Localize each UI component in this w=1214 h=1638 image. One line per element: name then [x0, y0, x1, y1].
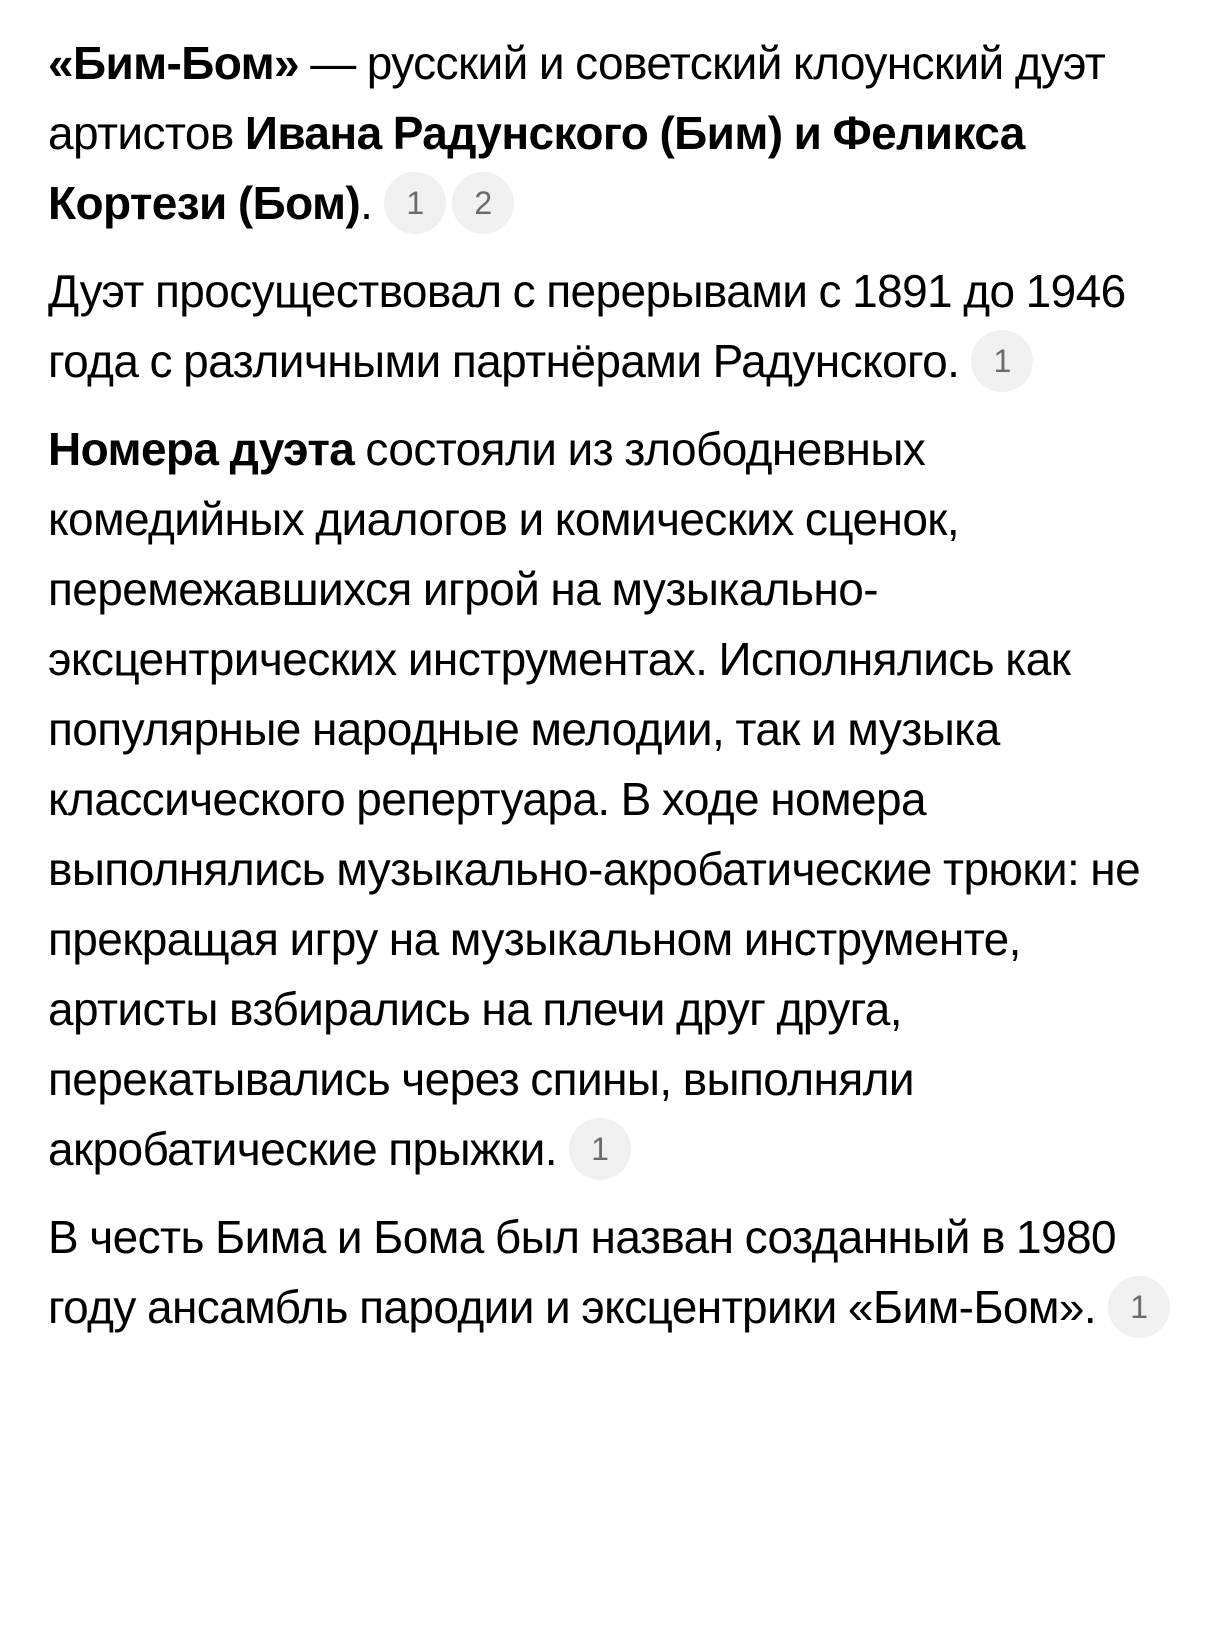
citation-badge[interactable]: 1: [384, 172, 446, 234]
history-text: Дуэт просуществовал с перерывами с 1891 до 1946 года с различными партнёрами Радунского.: [48, 265, 1126, 387]
legacy-text: В честь Бима и Бома был назван созданный в 1980 году ансамбль пародии и эксцентрики «Бим-Бом».: [48, 1211, 1116, 1333]
article-title: «Бим-Бом»: [48, 37, 300, 89]
article-content: [48, 28, 1178, 1360]
citation-badge[interactable]: 1: [569, 1118, 631, 1180]
legacy-paragraph: [48, 1202, 1178, 1342]
intro-paragraph: [48, 28, 1178, 238]
acts-text: состояли из злободневных комедийных диалогов и комических сценок, перемежавшихся игрой на музыкально-эксцентрических инструментах. Исполнялись как популярные народные мелодии, так и музыка классического репертуара. В ходе номера выполнялись музыкально-акробатические трюки: не прекращая игру на музыкальном инструменте, артисты взбирались на плечи друг друга, перекатывались через спины, выполняли акробатические прыжки.: [48, 423, 1141, 1175]
history-paragraph: [48, 256, 1178, 396]
acts-paragraph: [48, 414, 1178, 1184]
citation-badge[interactable]: 1: [1108, 1276, 1170, 1338]
intro-period: .: [360, 177, 373, 229]
intro-text: — русский и советский клоунский дуэт артистов: [48, 37, 1106, 159]
acts-term: Номера дуэта: [48, 423, 355, 475]
citation-badge[interactable]: 1: [971, 330, 1033, 392]
citation-badge[interactable]: 2: [452, 172, 514, 234]
performers-names: Ивана Радунского (Бим) и Феликса Кортези (Бом): [48, 107, 1025, 229]
